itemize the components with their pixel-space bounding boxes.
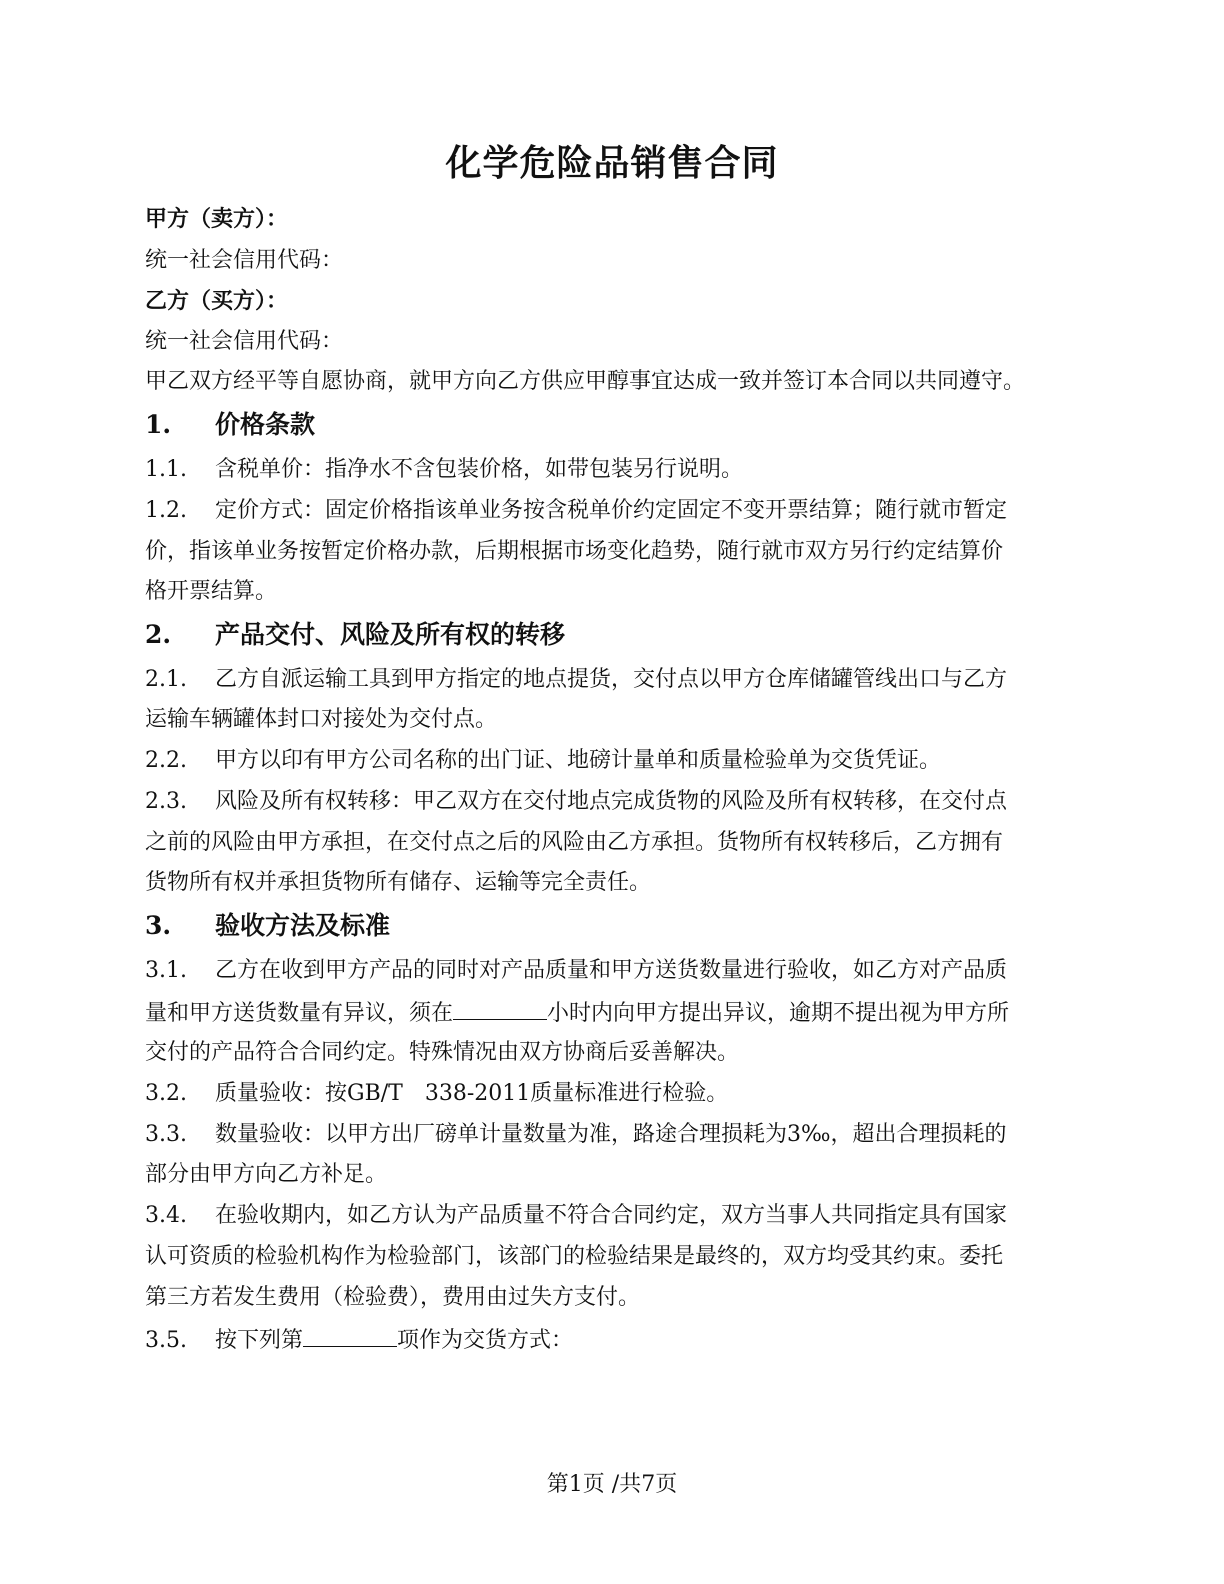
hours-blank-field[interactable] <box>453 997 547 1020</box>
clause-text-continued: 第三方若发生费用（检验费），费用由过失方支付。 <box>145 1285 641 1310</box>
clause-text: 量和甲方送货数量有异议，须在 <box>145 1001 454 1026</box>
clause <box>145 665 1007 695</box>
section-title: 验收方法及标准 <box>215 911 391 940</box>
clause <box>145 1079 728 1109</box>
clause-number: 2.2. <box>145 748 187 773</box>
clause-text: 风险及所有权转移：甲乙双方在交付地点完成货物的风险及所有权转移，在交付点 <box>215 789 1008 814</box>
section-number: 2. <box>145 620 172 649</box>
clause-text-continued: 之前的风险由甲方承担，在交付点之后的风险由乙方承担。货物所有权转移后，乙方拥有 <box>145 830 1004 855</box>
delivery-option-blank-field[interactable] <box>303 1324 397 1347</box>
clause-text-continued: 货物所有权并承担货物所有储存、运输等完全责任。 <box>145 870 652 895</box>
section-title: 产品交付、风险及所有权的转移 <box>215 620 566 649</box>
clause-number: 1.2. <box>145 498 187 523</box>
clause-number: 3.2. <box>145 1081 187 1106</box>
clause-number: 3.3. <box>145 1122 187 1147</box>
document-title: 化学危险品销售合同 <box>445 142 779 184</box>
party-b-label: 乙方（买方）： <box>145 288 289 314</box>
party-a-label: 甲方（卖方）： <box>145 206 289 232</box>
clause-text: 小时内向甲方提出异议，逾期不提出视为甲方所 <box>547 1001 1010 1026</box>
clause-text-continued: 部分由甲方向乙方补足。 <box>145 1162 388 1187</box>
preamble: 甲乙双方经平等自愿协商，就甲方向乙方供应甲醇事宜达成一致并签订本合同以共同遵守。 <box>145 369 1026 394</box>
clause-text: 乙方在收到甲方产品的同时对产品质量和甲方送货数量进行验收，如乙方对产品质 <box>215 958 1008 983</box>
clause-text: 数量验收：以甲方出厂磅单计量数量为准，路途合理损耗为3‰，超出合理损耗的 <box>215 1122 1007 1147</box>
clause <box>145 1201 1007 1231</box>
page-footer: 第1页 /共7页 <box>546 1472 678 1497</box>
clause-text-continued: 格开票结算。 <box>145 579 278 604</box>
clause-text: 质量验收：按GB/T 338-2011质量标准进行检验。 <box>215 1081 729 1106</box>
clause-number: 3.4. <box>145 1203 187 1228</box>
clause-text-continued: 认可资质的检验机构作为检验部门，该部门的检验结果是最终的，双方均受其约束。委托 <box>145 1244 1004 1269</box>
party-a-credit-code-label: 统一社会信用代码： <box>145 248 344 273</box>
clause-number: 2.3. <box>145 789 187 814</box>
clause <box>145 956 1007 986</box>
clause-number: 3.5. <box>145 1328 187 1353</box>
clause-text: 项作为交货方式： <box>397 1328 574 1353</box>
party-b-credit-code-label: 统一社会信用代码： <box>145 329 344 354</box>
clause-text: 按下列第 <box>215 1328 304 1353</box>
section-heading <box>145 911 390 941</box>
clause <box>145 1324 573 1356</box>
clause <box>145 787 1007 817</box>
clause-text: 含税单价：指净水不含包装价格，如带包装另行说明。 <box>215 457 744 482</box>
clause-text: 乙方自派运输工具到甲方指定的地点提货，交付点以甲方仓库储罐管线出口与乙方 <box>215 667 1008 692</box>
section-heading <box>145 620 565 650</box>
clause-text-continued: 交付的产品符合合同约定。特殊情况由双方协商后妥善解决。 <box>145 1040 740 1065</box>
clause-number: 1.1. <box>145 457 187 482</box>
clause-number: 2.1. <box>145 667 187 692</box>
section-number: 3. <box>145 911 172 940</box>
clause-text: 甲方以印有甲方公司名称的出门证、地磅计量单和质量检验单为交货凭证。 <box>215 748 942 773</box>
clause <box>145 746 941 776</box>
clause <box>145 455 743 485</box>
clause-text-continued: 价，指该单业务按暂定价格办款，后期根据市场变化趋势，随行就市双方另行约定结算价 <box>145 539 1004 564</box>
section-number: 1. <box>145 410 172 439</box>
clause-text-continued: 运输车辆罐体封口对接处为交付点。 <box>145 707 498 732</box>
clause-text-continued <box>145 997 1009 1029</box>
section-heading <box>145 410 315 440</box>
clause-text: 在验收期内，如乙方认为产品质量不符合合同约定，双方当事人共同指定具有国家 <box>215 1203 1008 1228</box>
clause-number: 3.1. <box>145 958 187 983</box>
clause <box>145 1120 1007 1150</box>
clause <box>145 496 1007 526</box>
clause-text: 定价方式：固定价格指该单业务按含税单价约定固定不变开票结算；随行就市暂定 <box>215 498 1008 523</box>
section-title: 价格条款 <box>215 410 316 439</box>
